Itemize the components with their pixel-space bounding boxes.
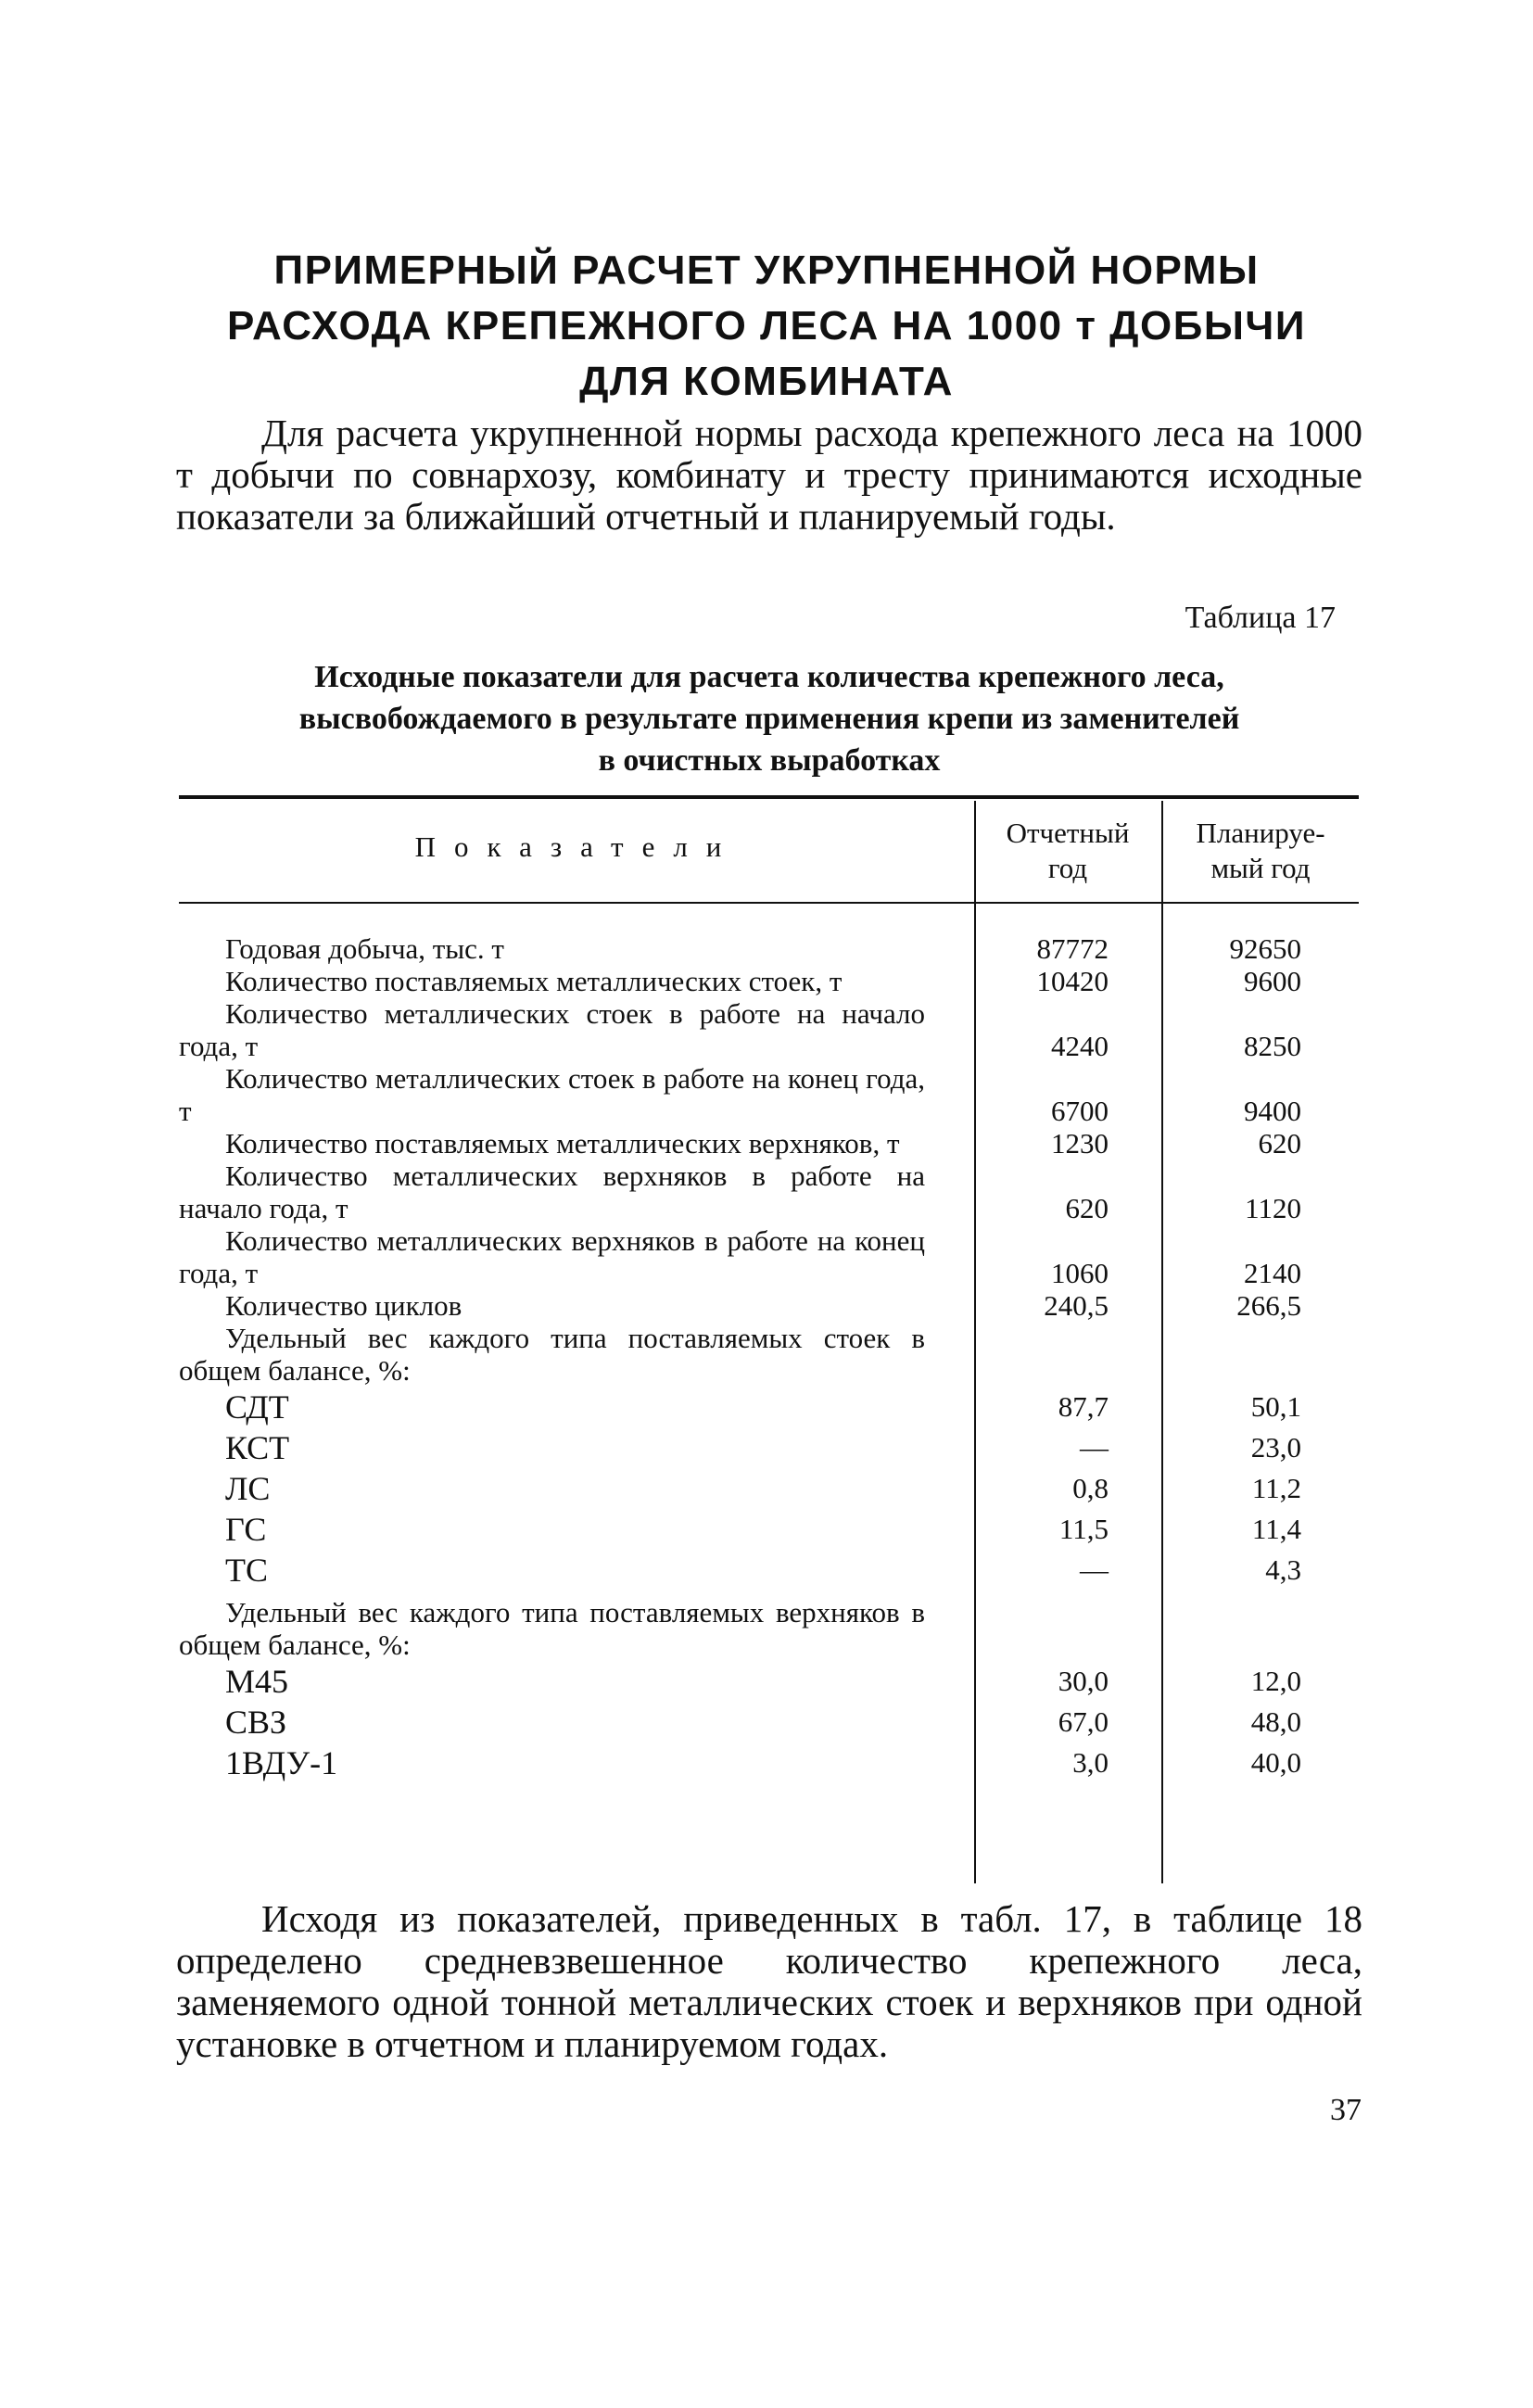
row-reported-value: 10420	[1036, 965, 1109, 997]
header-reported-line-2: год	[1047, 852, 1088, 884]
table-row	[0, 1468, 1533, 1509]
table-row	[0, 1062, 1533, 1127]
table-row	[0, 1387, 1533, 1427]
row-label: 1ВДУ-1	[225, 1744, 338, 1781]
intro-paragraph: Для расчета укрупненной нормы расхода крепежного леса на 1000 т добычи по совнархозу, комбинату и тресту принимаются исходные показатели за ближайший отчетный и планируемый годы.	[176, 412, 1362, 538]
row-reported-value: 3,0	[1072, 1746, 1109, 1779]
table-header-rule	[179, 902, 1359, 904]
row-planned-value: 266,5	[1236, 1289, 1301, 1322]
row-label: Годовая добыча, тыс. т	[225, 932, 504, 965]
table-row	[0, 1127, 1533, 1160]
row-reported-value: —	[1080, 1431, 1109, 1464]
row-planned-value: 11,2	[1251, 1472, 1301, 1504]
row-label: СВЗ	[225, 1704, 287, 1741]
page-number: 37	[1330, 2093, 1362, 2127]
table-row	[0, 997, 1533, 1062]
header-indicators: Показатели	[414, 830, 741, 863]
row-label: Удельный вес каждого типа поставляемых верхняков в общем балансе, %:	[179, 1596, 925, 1661]
table-row	[0, 1427, 1533, 1468]
header-planned-line-2: мый год	[1210, 852, 1311, 884]
table-body	[0, 932, 1533, 1783]
heading-line-2: РАСХОДА КРЕПЕЖНОГО ЛЕСА НА 1000 т ДОБЫЧИ	[227, 303, 1306, 349]
row-planned-value: 50,1	[1250, 1390, 1301, 1423]
row-label: Количество металлических верхняков в работе на начало года, т	[179, 1160, 925, 1224]
row-reported-value: 30,0	[1058, 1665, 1109, 1697]
row-reported-value: 87772	[1036, 932, 1109, 965]
row-reported-value: 4240	[1051, 1030, 1109, 1062]
row-planned-value: 40,0	[1250, 1746, 1301, 1779]
heading-line-3: ДЛЯ КОМБИНАТА	[579, 359, 954, 404]
closing-paragraph: Исходя из показателей, приведенных в табл. 17, в таблице 18 определено средневзвешенное количество крепежного леса, заменяемого одной тонной металлических стоек и верхняков при одной установке в отчетном и планируемом годах.	[176, 1897, 1362, 2065]
table-row	[0, 932, 1533, 965]
row-reported-value: 87,7	[1058, 1390, 1109, 1423]
row-label: ТС	[225, 1552, 269, 1589]
row-planned-value: 11,4	[1251, 1513, 1301, 1545]
row-planned-value: 1120	[1245, 1192, 1301, 1224]
header-planned-line-1: Планируе-	[1196, 817, 1325, 849]
table-caption-line-3: в очистных выработках	[598, 743, 941, 778]
row-reported-value: 0,8	[1072, 1472, 1109, 1504]
row-label: ЛС	[225, 1470, 271, 1507]
row-reported-value: 67,0	[1058, 1705, 1109, 1738]
row-planned-value: 23,0	[1250, 1431, 1301, 1464]
table-row	[0, 1322, 1533, 1387]
row-label: М45	[225, 1663, 289, 1700]
row-label: Количество циклов	[225, 1289, 462, 1322]
header-reported-line-1: Отчетный	[1006, 817, 1130, 849]
row-reported-value: 620	[1065, 1192, 1109, 1224]
table-row	[0, 965, 1533, 997]
row-planned-value: 92650	[1229, 932, 1301, 965]
table-row	[0, 1160, 1533, 1224]
table-row	[0, 1550, 1533, 1591]
row-label: Количество поставляемых металлических стоек, т	[225, 965, 843, 997]
row-reported-value: 11,5	[1058, 1513, 1109, 1545]
header-reported-year	[975, 816, 1160, 886]
row-label: Количество поставляемых металлических верхняков, т	[225, 1127, 900, 1160]
row-label: Количество металлических стоек в работе на конец года, т	[179, 1062, 925, 1127]
table-row	[0, 1661, 1533, 1702]
header-planned-year	[1162, 816, 1359, 886]
table-row	[0, 1289, 1533, 1322]
row-planned-value: 9600	[1244, 965, 1301, 997]
table-caption-line-1: Исходные показатели для расчета количества крепежного леса,	[314, 660, 1224, 694]
row-planned-value: 9400	[1244, 1095, 1301, 1127]
row-label: Удельный вес каждого типа поставляемых стоек в общем балансе, %:	[179, 1322, 925, 1387]
section-heading	[148, 243, 1385, 410]
row-label: ГС	[225, 1511, 267, 1548]
table-top-rule	[179, 795, 1359, 799]
table-row	[0, 1596, 1533, 1661]
row-label: Количество металлических стоек в работе на начало года, т	[179, 997, 925, 1062]
table-row	[0, 1224, 1533, 1289]
row-label: СДТ	[225, 1388, 289, 1426]
table-caption	[167, 656, 1372, 781]
row-reported-value: —	[1080, 1553, 1109, 1586]
heading-line-1: ПРИМЕРНЫЙ РАСЧЕТ УКРУПНЕННОЙ НОРМЫ	[273, 247, 1260, 293]
table-row	[0, 1743, 1533, 1783]
table-row	[0, 1702, 1533, 1743]
row-reported-value: 6700	[1051, 1095, 1109, 1127]
row-label: КСТ	[225, 1429, 290, 1466]
row-reported-value: 1060	[1051, 1257, 1109, 1289]
table-caption-line-2: высвобождаемого в результате применения крепи из заменителей	[298, 702, 1240, 736]
row-planned-value: 8250	[1244, 1030, 1301, 1062]
row-planned-value: 2140	[1244, 1257, 1301, 1289]
row-planned-value: 4,3	[1265, 1553, 1301, 1586]
row-label: Количество металлических верхняков в работе на конец года, т	[179, 1224, 925, 1289]
row-reported-value: 1230	[1051, 1127, 1109, 1160]
table-row	[0, 1509, 1533, 1550]
table-label: Таблица 17	[1185, 601, 1336, 635]
row-reported-value: 240,5	[1044, 1289, 1109, 1322]
row-planned-value: 12,0	[1250, 1665, 1301, 1697]
row-planned-value: 48,0	[1250, 1705, 1301, 1738]
row-planned-value: 620	[1258, 1127, 1301, 1160]
